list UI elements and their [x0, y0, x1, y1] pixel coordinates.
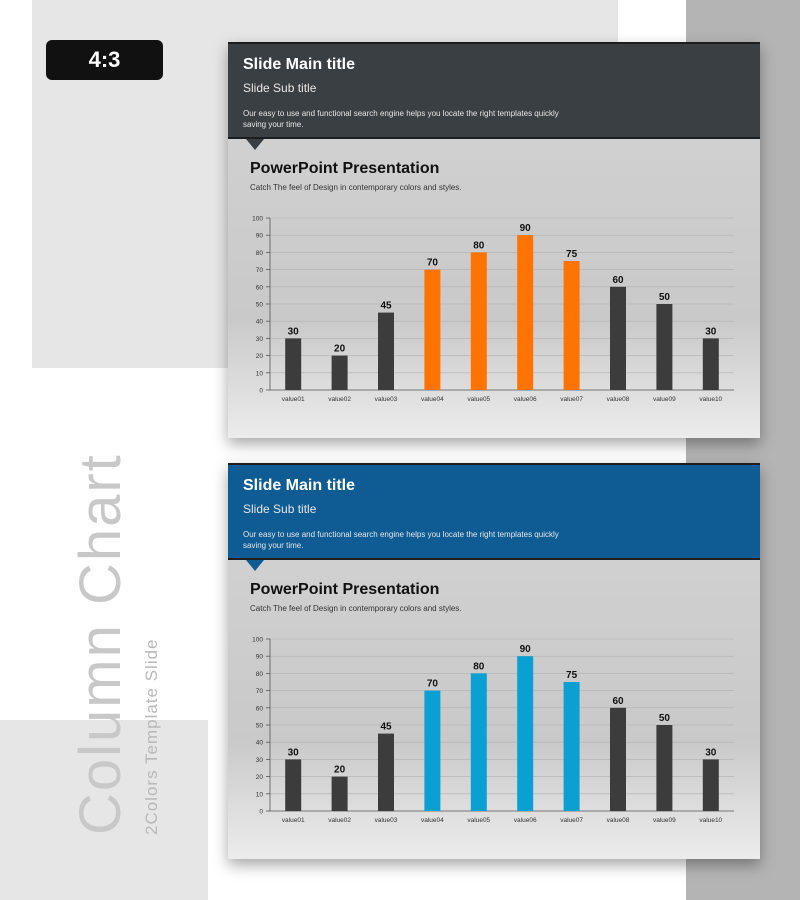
data-label: 70 [426, 257, 438, 269]
y-tick-label: 80 [255, 249, 263, 257]
data-label: 80 [473, 240, 485, 252]
bar-value06 [517, 656, 533, 811]
x-tick-label: value08 [606, 817, 630, 824]
bar-value05 [471, 252, 487, 390]
slide-description: Our easy to use and functional search engine helps you locate the right templates quickly saving your time. [243, 530, 559, 550]
y-tick-label: 0 [259, 808, 263, 816]
y-tick-label: 30 [255, 335, 263, 343]
bar-value08 [610, 708, 626, 811]
data-label: 50 [658, 292, 670, 303]
bar-value06 [517, 235, 533, 390]
x-tick-label: value10 [699, 817, 723, 824]
y-tick-label: 20 [255, 774, 263, 782]
presentation-subtitle: Catch The feel of Design in contemporary colors and styles. [250, 604, 462, 613]
header-pointer [246, 560, 264, 571]
y-tick-label: 100 [252, 636, 263, 644]
header-pointer [246, 139, 264, 150]
x-tick-label: value01 [281, 396, 305, 403]
data-label: 50 [658, 713, 670, 724]
data-label: 20 [334, 343, 346, 355]
data-label: 45 [380, 721, 392, 733]
y-tick-label: 80 [255, 670, 263, 678]
data-label: 70 [426, 678, 438, 690]
side-caption [68, 453, 162, 835]
data-label: 30 [705, 747, 717, 759]
bar-value07 [564, 261, 580, 390]
y-tick-label: 40 [255, 318, 263, 326]
x-tick-label: value06 [513, 396, 537, 403]
data-label: 75 [566, 249, 578, 260]
bar-value10 [703, 759, 719, 811]
bar-value04 [424, 691, 440, 811]
bar-value02 [332, 356, 348, 390]
column-chart [242, 631, 752, 831]
y-tick-label: 100 [252, 215, 263, 223]
y-tick-label: 20 [255, 353, 263, 361]
bar-value02 [332, 777, 348, 811]
side-title: Column Chart [68, 453, 133, 835]
x-tick-label: value03 [374, 396, 398, 403]
x-tick-label: value10 [699, 396, 723, 403]
y-tick-label: 70 [255, 688, 263, 696]
slide-preview-1 [228, 42, 760, 438]
bar-value10 [703, 338, 719, 390]
x-tick-label: value07 [560, 396, 583, 403]
slide-preview-2 [228, 463, 760, 859]
slide-description: Our easy to use and functional search engine helps you locate the right templates quickly saving your time. [243, 109, 559, 129]
bar-value03 [378, 734, 394, 811]
x-tick-label: value06 [513, 817, 537, 824]
y-tick-label: 60 [255, 705, 263, 713]
x-tick-label: value02 [328, 817, 351, 824]
bar-value07 [564, 682, 580, 811]
bar-value04 [424, 270, 440, 390]
x-tick-label: value08 [606, 396, 630, 403]
slide-main-title: Slide Main title [243, 477, 356, 494]
x-tick-label: value04 [421, 396, 444, 403]
data-label: 30 [287, 747, 299, 759]
data-label: 75 [566, 670, 578, 681]
presentation-title: PowerPoint Presentation [250, 160, 440, 177]
data-label: 20 [334, 764, 346, 776]
y-tick-label: 50 [255, 722, 263, 730]
y-tick-label: 50 [255, 301, 263, 309]
slide-header [228, 463, 760, 560]
x-tick-label: value01 [281, 817, 305, 824]
x-tick-label: value07 [560, 817, 583, 824]
slide-main-title: Slide Main title [243, 56, 356, 73]
presentation-subtitle: Catch The feel of Design in contemporary colors and styles. [250, 183, 462, 192]
y-tick-label: 10 [255, 370, 263, 378]
data-label: 45 [380, 300, 392, 312]
slide-header [228, 42, 760, 139]
data-label: 30 [287, 326, 299, 338]
bar-value03 [378, 313, 394, 390]
slide-sub-title: Slide Sub title [243, 81, 317, 95]
bar-value05 [471, 673, 487, 811]
y-tick-label: 60 [255, 284, 263, 292]
bar-value08 [610, 287, 626, 390]
aspect-ratio-badge: 4:3 [46, 40, 163, 80]
x-tick-label: value03 [374, 817, 398, 824]
y-tick-label: 10 [255, 791, 263, 799]
bar-value01 [285, 338, 301, 390]
data-label: 30 [705, 326, 717, 338]
y-tick-label: 0 [259, 387, 263, 395]
data-label: 80 [473, 661, 485, 673]
bar-value09 [656, 304, 672, 390]
x-tick-label: value05 [467, 396, 491, 403]
x-tick-label: value02 [328, 396, 351, 403]
data-label: 90 [519, 223, 531, 235]
y-tick-label: 40 [255, 739, 263, 747]
x-tick-label: value09 [653, 396, 676, 403]
bar-value09 [656, 725, 672, 811]
column-chart [242, 210, 752, 410]
slide-sub-title: Slide Sub title [243, 502, 317, 516]
y-tick-label: 70 [255, 267, 263, 275]
x-tick-label: value05 [467, 817, 491, 824]
x-tick-label: value09 [653, 817, 676, 824]
x-tick-label: value04 [421, 817, 444, 824]
y-tick-label: 90 [255, 653, 263, 661]
side-subtitle: 2Colors Template Slide [142, 638, 161, 835]
data-label: 60 [612, 274, 624, 286]
y-tick-label: 90 [255, 232, 263, 240]
data-label: 60 [612, 695, 624, 707]
y-tick-label: 30 [255, 756, 263, 764]
data-label: 90 [519, 644, 531, 656]
presentation-title: PowerPoint Presentation [250, 581, 440, 598]
bar-value01 [285, 759, 301, 811]
